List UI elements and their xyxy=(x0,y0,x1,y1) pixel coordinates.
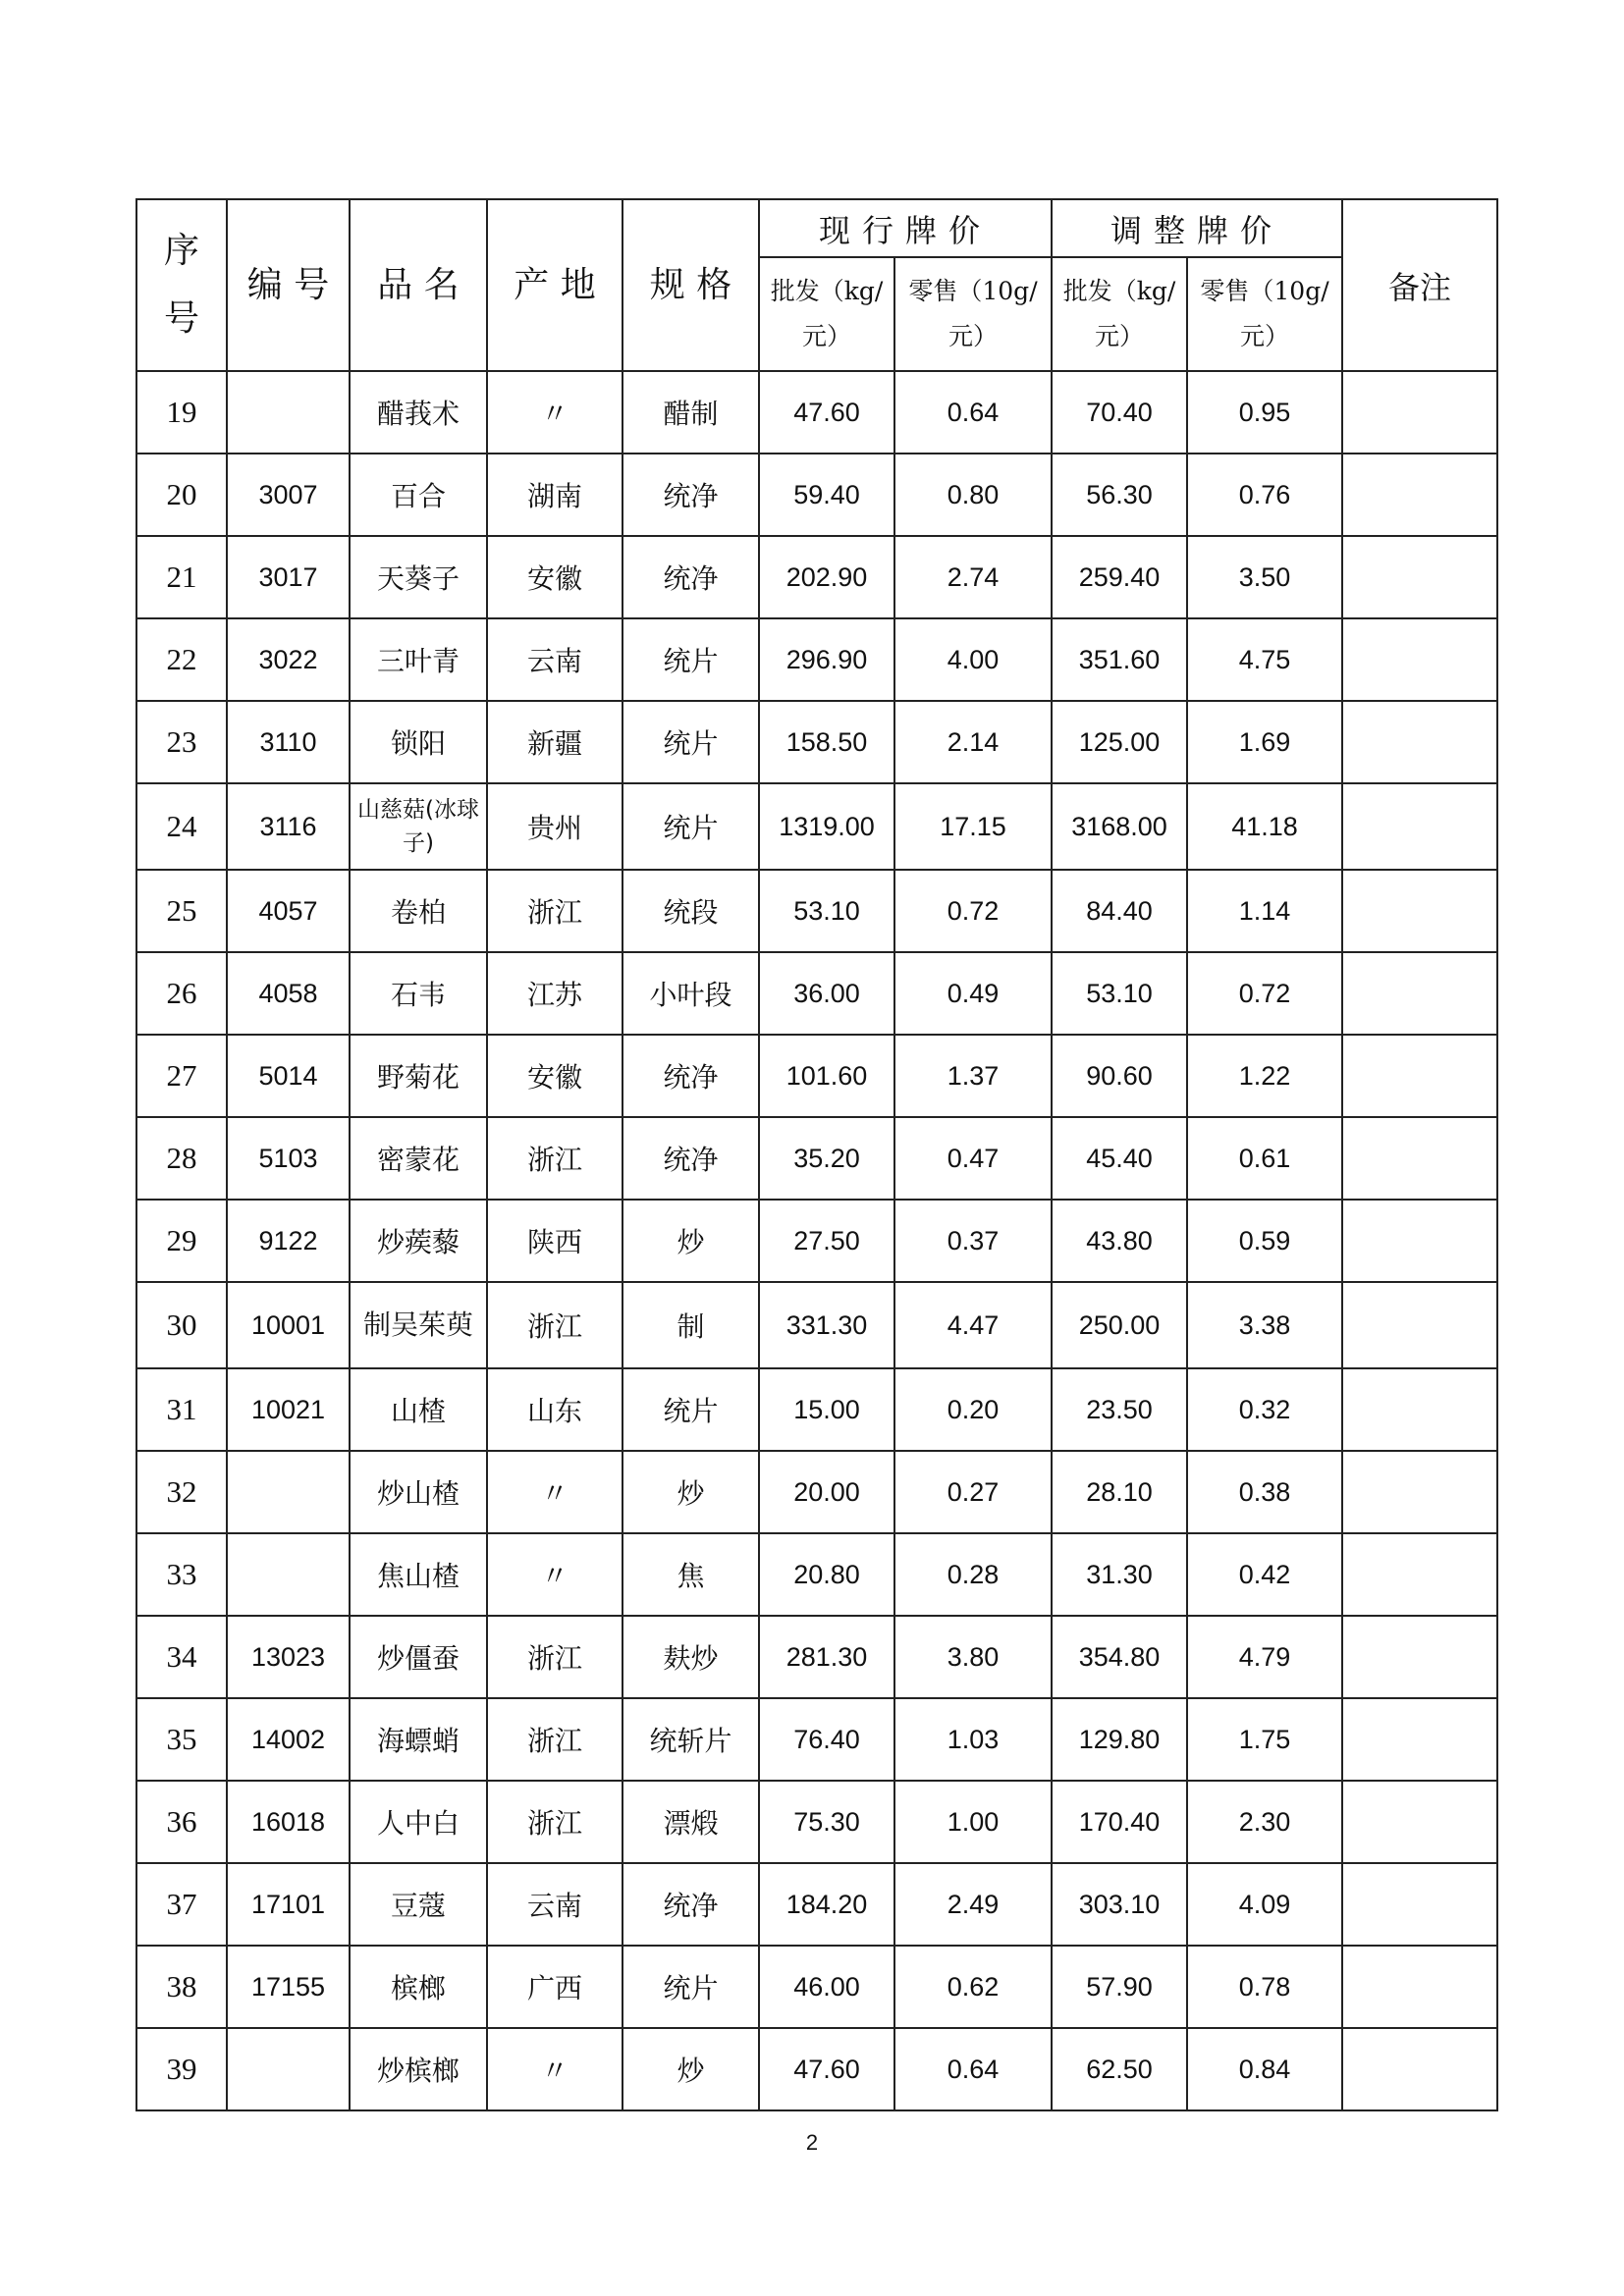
cell-adjusted-retail: 0.78 xyxy=(1187,1946,1342,2028)
cell-current-retail: 4.47 xyxy=(894,1282,1052,1368)
cell-spec: 统净 xyxy=(623,536,759,618)
cell-origin: 山东 xyxy=(487,1368,623,1451)
cell-seq: 39 xyxy=(136,2028,227,2110)
cell-origin: 广西 xyxy=(487,1946,623,2028)
header-spec: 规 格 xyxy=(623,199,759,371)
cell-current-retail: 0.64 xyxy=(894,2028,1052,2110)
cell-adjusted-wholesale: 70.40 xyxy=(1052,371,1187,454)
header-name: 品 名 xyxy=(350,199,487,371)
cell-spec: 统净 xyxy=(623,1863,759,1946)
cell-current-wholesale: 1319.00 xyxy=(759,783,894,870)
cell-current-wholesale: 47.60 xyxy=(759,371,894,454)
cell-code xyxy=(227,1533,350,1616)
cell-spec: 制 xyxy=(623,1282,759,1368)
cell-adjusted-wholesale: 84.40 xyxy=(1052,870,1187,952)
cell-adjusted-wholesale: 351.60 xyxy=(1052,618,1187,701)
cell-seq: 19 xyxy=(136,371,227,454)
cell-adjusted-retail: 41.18 xyxy=(1187,783,1342,870)
cell-name: 百合 xyxy=(350,454,487,536)
cell-seq: 27 xyxy=(136,1035,227,1117)
cell-code: 4058 xyxy=(227,952,350,1035)
cell-current-wholesale: 76.40 xyxy=(759,1698,894,1781)
cell-origin: 云南 xyxy=(487,618,623,701)
cell-origin: 贵州 xyxy=(487,783,623,870)
price-table xyxy=(135,198,1498,2111)
cell-adjusted-wholesale: 28.10 xyxy=(1052,1451,1187,1533)
cell-origin: 〃 xyxy=(487,1533,623,1616)
cell-current-wholesale: 184.20 xyxy=(759,1863,894,1946)
cell-code xyxy=(227,371,350,454)
table-row xyxy=(136,783,1497,870)
cell-current-retail: 0.28 xyxy=(894,1533,1052,1616)
cell-adjusted-wholesale: 43.80 xyxy=(1052,1200,1187,1282)
cell-current-wholesale: 101.60 xyxy=(759,1035,894,1117)
cell-adjusted-retail: 0.61 xyxy=(1187,1117,1342,1200)
table-row xyxy=(136,1451,1497,1533)
cell-current-wholesale: 158.50 xyxy=(759,701,894,783)
cell-adjusted-retail: 0.59 xyxy=(1187,1200,1342,1282)
cell-adjusted-retail: 4.75 xyxy=(1187,618,1342,701)
cell-note xyxy=(1342,536,1497,618)
cell-adjusted-retail: 0.84 xyxy=(1187,2028,1342,2110)
cell-code: 14002 xyxy=(227,1698,350,1781)
cell-spec: 统片 xyxy=(623,618,759,701)
cell-adjusted-retail: 0.42 xyxy=(1187,1533,1342,1616)
table-row xyxy=(136,1616,1497,1698)
cell-spec: 统段 xyxy=(623,870,759,952)
table-row xyxy=(136,1282,1497,1368)
header-note: 备注 xyxy=(1342,199,1497,371)
cell-current-retail: 3.80 xyxy=(894,1616,1052,1698)
cell-current-retail: 0.47 xyxy=(894,1117,1052,1200)
price-table-body xyxy=(136,371,1497,2110)
cell-seq: 21 xyxy=(136,536,227,618)
cell-name: 人中白 xyxy=(350,1781,487,1863)
cell-name: 山慈菇(冰球子) xyxy=(350,783,487,870)
cell-name: 豆蔻 xyxy=(350,1863,487,1946)
cell-current-wholesale: 27.50 xyxy=(759,1200,894,1282)
cell-origin: 江苏 xyxy=(487,952,623,1035)
cell-origin: 安徽 xyxy=(487,1035,623,1117)
cell-spec: 炒 xyxy=(623,1451,759,1533)
cell-seq: 31 xyxy=(136,1368,227,1451)
cell-seq: 28 xyxy=(136,1117,227,1200)
cell-note xyxy=(1342,2028,1497,2110)
header-origin: 产 地 xyxy=(487,199,623,371)
cell-origin: 浙江 xyxy=(487,1282,623,1368)
cell-note xyxy=(1342,870,1497,952)
header-row-top xyxy=(136,199,1497,257)
cell-seq: 35 xyxy=(136,1698,227,1781)
cell-note xyxy=(1342,1781,1497,1863)
cell-adjusted-wholesale: 170.40 xyxy=(1052,1781,1187,1863)
cell-current-retail: 0.27 xyxy=(894,1451,1052,1533)
cell-spec: 统净 xyxy=(623,454,759,536)
cell-name: 天葵子 xyxy=(350,536,487,618)
cell-seq: 30 xyxy=(136,1282,227,1368)
cell-adjusted-retail: 1.69 xyxy=(1187,701,1342,783)
cell-current-retail: 0.72 xyxy=(894,870,1052,952)
page-number: 2 xyxy=(805,2130,819,2155)
cell-adjusted-retail: 4.09 xyxy=(1187,1863,1342,1946)
header-code: 编 号 xyxy=(227,199,350,371)
cell-seq: 20 xyxy=(136,454,227,536)
cell-code: 16018 xyxy=(227,1781,350,1863)
cell-spec: 麸炒 xyxy=(623,1616,759,1698)
cell-spec: 统斩片 xyxy=(623,1698,759,1781)
cell-code: 9122 xyxy=(227,1200,350,1282)
cell-seq: 24 xyxy=(136,783,227,870)
cell-note xyxy=(1342,783,1497,870)
cell-seq: 23 xyxy=(136,701,227,783)
cell-name: 醋莪术 xyxy=(350,371,487,454)
cell-adjusted-wholesale: 23.50 xyxy=(1052,1368,1187,1451)
cell-spec: 统片 xyxy=(623,783,759,870)
cell-current-retail: 0.49 xyxy=(894,952,1052,1035)
cell-code xyxy=(227,2028,350,2110)
cell-current-wholesale: 15.00 xyxy=(759,1368,894,1451)
cell-note xyxy=(1342,1451,1497,1533)
cell-current-retail: 2.74 xyxy=(894,536,1052,618)
cell-adjusted-wholesale: 259.40 xyxy=(1052,536,1187,618)
table-row xyxy=(136,701,1497,783)
cell-name: 制吴茱萸 xyxy=(350,1282,487,1368)
cell-spec: 统净 xyxy=(623,1117,759,1200)
cell-seq: 22 xyxy=(136,618,227,701)
cell-name: 山楂 xyxy=(350,1368,487,1451)
header-current-price: 现行牌价 xyxy=(759,199,1052,257)
cell-name: 密蒙花 xyxy=(350,1117,487,1200)
cell-seq: 32 xyxy=(136,1451,227,1533)
cell-adjusted-retail: 0.76 xyxy=(1187,454,1342,536)
cell-note xyxy=(1342,1117,1497,1200)
cell-current-wholesale: 281.30 xyxy=(759,1616,894,1698)
cell-adjusted-retail: 0.95 xyxy=(1187,371,1342,454)
cell-name: 炒槟榔 xyxy=(350,2028,487,2110)
table-row xyxy=(136,454,1497,536)
cell-code xyxy=(227,1451,350,1533)
cell-adjusted-wholesale: 31.30 xyxy=(1052,1533,1187,1616)
table-row xyxy=(136,1698,1497,1781)
cell-current-retail: 1.37 xyxy=(894,1035,1052,1117)
cell-code: 3007 xyxy=(227,454,350,536)
cell-spec: 炒 xyxy=(623,1200,759,1282)
header-current-wholesale: 批发（kg/元） xyxy=(759,257,894,371)
cell-code: 3017 xyxy=(227,536,350,618)
cell-current-wholesale: 53.10 xyxy=(759,870,894,952)
cell-current-wholesale: 47.60 xyxy=(759,2028,894,2110)
cell-origin: 浙江 xyxy=(487,1117,623,1200)
cell-adjusted-retail: 0.72 xyxy=(1187,952,1342,1035)
cell-current-wholesale: 331.30 xyxy=(759,1282,894,1368)
cell-current-retail: 17.15 xyxy=(894,783,1052,870)
cell-adjusted-retail: 1.75 xyxy=(1187,1698,1342,1781)
cell-origin: 浙江 xyxy=(487,1616,623,1698)
cell-spec: 统片 xyxy=(623,701,759,783)
table-row xyxy=(136,870,1497,952)
cell-origin: 云南 xyxy=(487,1863,623,1946)
cell-code: 10001 xyxy=(227,1282,350,1368)
cell-name: 槟榔 xyxy=(350,1946,487,2028)
table-row xyxy=(136,2028,1497,2110)
cell-adjusted-retail: 1.22 xyxy=(1187,1035,1342,1117)
cell-seq: 34 xyxy=(136,1616,227,1698)
cell-spec: 醋制 xyxy=(623,371,759,454)
cell-current-wholesale: 20.00 xyxy=(759,1451,894,1533)
cell-name: 海螵蛸 xyxy=(350,1698,487,1781)
cell-adjusted-retail: 3.50 xyxy=(1187,536,1342,618)
cell-current-retail: 2.49 xyxy=(894,1863,1052,1946)
table-row xyxy=(136,1117,1497,1200)
cell-current-wholesale: 59.40 xyxy=(759,454,894,536)
cell-note xyxy=(1342,701,1497,783)
table-row xyxy=(136,1863,1497,1946)
cell-name: 锁阳 xyxy=(350,701,487,783)
cell-seq: 33 xyxy=(136,1533,227,1616)
cell-current-retail: 2.14 xyxy=(894,701,1052,783)
header-adjusted-retail: 零售（10g/元） xyxy=(1187,257,1342,371)
cell-note xyxy=(1342,1533,1497,1616)
cell-spec: 炒 xyxy=(623,2028,759,2110)
cell-code: 17101 xyxy=(227,1863,350,1946)
cell-code: 5103 xyxy=(227,1117,350,1200)
cell-note xyxy=(1342,1368,1497,1451)
cell-adjusted-wholesale: 57.90 xyxy=(1052,1946,1187,2028)
cell-name: 三叶青 xyxy=(350,618,487,701)
cell-adjusted-retail: 2.30 xyxy=(1187,1781,1342,1863)
cell-origin: 浙江 xyxy=(487,870,623,952)
cell-current-wholesale: 202.90 xyxy=(759,536,894,618)
table-row xyxy=(136,1368,1497,1451)
header-adjusted-wholesale: 批发（kg/元） xyxy=(1052,257,1187,371)
cell-adjusted-retail: 0.38 xyxy=(1187,1451,1342,1533)
cell-current-retail: 4.00 xyxy=(894,618,1052,701)
table-row xyxy=(136,952,1497,1035)
cell-seq: 26 xyxy=(136,952,227,1035)
cell-current-wholesale: 35.20 xyxy=(759,1117,894,1200)
cell-adjusted-wholesale: 56.30 xyxy=(1052,454,1187,536)
table-row xyxy=(136,1533,1497,1616)
cell-origin: 〃 xyxy=(487,371,623,454)
cell-code: 13023 xyxy=(227,1616,350,1698)
cell-current-retail: 0.20 xyxy=(894,1368,1052,1451)
table-row xyxy=(136,371,1497,454)
cell-adjusted-wholesale: 90.60 xyxy=(1052,1035,1187,1117)
cell-note xyxy=(1342,1200,1497,1282)
table-row xyxy=(136,1781,1497,1863)
cell-seq: 25 xyxy=(136,870,227,952)
cell-spec: 小叶段 xyxy=(623,952,759,1035)
cell-adjusted-retail: 1.14 xyxy=(1187,870,1342,952)
cell-spec: 统片 xyxy=(623,1368,759,1451)
cell-note xyxy=(1342,1282,1497,1368)
table-row xyxy=(136,536,1497,618)
cell-name: 野菊花 xyxy=(350,1035,487,1117)
table-row xyxy=(136,1200,1497,1282)
cell-note xyxy=(1342,618,1497,701)
cell-spec: 焦 xyxy=(623,1533,759,1616)
cell-spec: 漂煅 xyxy=(623,1781,759,1863)
cell-origin: 〃 xyxy=(487,1451,623,1533)
cell-spec: 统片 xyxy=(623,1946,759,2028)
cell-note xyxy=(1342,1863,1497,1946)
cell-adjusted-wholesale: 129.80 xyxy=(1052,1698,1187,1781)
cell-origin: 安徽 xyxy=(487,536,623,618)
cell-note xyxy=(1342,1616,1497,1698)
cell-name: 炒僵蚕 xyxy=(350,1616,487,1698)
cell-current-wholesale: 46.00 xyxy=(759,1946,894,2028)
cell-note xyxy=(1342,371,1497,454)
cell-adjusted-wholesale: 45.40 xyxy=(1052,1117,1187,1200)
cell-origin: 〃 xyxy=(487,2028,623,2110)
cell-name: 石韦 xyxy=(350,952,487,1035)
cell-origin: 陕西 xyxy=(487,1200,623,1282)
cell-current-retail: 0.62 xyxy=(894,1946,1052,2028)
cell-seq: 36 xyxy=(136,1781,227,1863)
cell-code: 3022 xyxy=(227,618,350,701)
header-adjusted-price: 调整牌价 xyxy=(1052,199,1342,257)
cell-spec: 统净 xyxy=(623,1035,759,1117)
cell-name: 炒山楂 xyxy=(350,1451,487,1533)
cell-current-retail: 0.80 xyxy=(894,454,1052,536)
cell-note xyxy=(1342,1698,1497,1781)
cell-current-retail: 0.64 xyxy=(894,371,1052,454)
cell-name: 炒蒺藜 xyxy=(350,1200,487,1282)
cell-name: 卷柏 xyxy=(350,870,487,952)
cell-note xyxy=(1342,1946,1497,2028)
cell-seq: 29 xyxy=(136,1200,227,1282)
table-row xyxy=(136,1035,1497,1117)
cell-adjusted-retail: 0.32 xyxy=(1187,1368,1342,1451)
cell-adjusted-wholesale: 3168.00 xyxy=(1052,783,1187,870)
cell-current-wholesale: 20.80 xyxy=(759,1533,894,1616)
header-seq: 序号 xyxy=(136,199,227,371)
cell-current-wholesale: 75.30 xyxy=(759,1781,894,1863)
cell-code: 17155 xyxy=(227,1946,350,2028)
cell-origin: 新疆 xyxy=(487,701,623,783)
cell-adjusted-wholesale: 53.10 xyxy=(1052,952,1187,1035)
cell-note xyxy=(1342,454,1497,536)
cell-current-wholesale: 36.00 xyxy=(759,952,894,1035)
cell-adjusted-wholesale: 303.10 xyxy=(1052,1863,1187,1946)
cell-code: 10021 xyxy=(227,1368,350,1451)
cell-current-wholesale: 296.90 xyxy=(759,618,894,701)
table-row xyxy=(136,1946,1497,2028)
cell-adjusted-retail: 4.79 xyxy=(1187,1616,1342,1698)
cell-adjusted-wholesale: 250.00 xyxy=(1052,1282,1187,1368)
table-row xyxy=(136,618,1497,701)
cell-current-retail: 1.03 xyxy=(894,1698,1052,1781)
header-current-retail: 零售（10g/元） xyxy=(894,257,1052,371)
cell-adjusted-wholesale: 62.50 xyxy=(1052,2028,1187,2110)
cell-seq: 37 xyxy=(136,1863,227,1946)
cell-code: 5014 xyxy=(227,1035,350,1117)
cell-code: 3110 xyxy=(227,701,350,783)
cell-note xyxy=(1342,952,1497,1035)
cell-adjusted-wholesale: 125.00 xyxy=(1052,701,1187,783)
cell-note xyxy=(1342,1035,1497,1117)
cell-origin: 浙江 xyxy=(487,1698,623,1781)
cell-adjusted-wholesale: 354.80 xyxy=(1052,1616,1187,1698)
cell-current-retail: 1.00 xyxy=(894,1781,1052,1863)
cell-code: 4057 xyxy=(227,870,350,952)
cell-adjusted-retail: 3.38 xyxy=(1187,1282,1342,1368)
cell-seq: 38 xyxy=(136,1946,227,2028)
cell-origin: 湖南 xyxy=(487,454,623,536)
cell-origin: 浙江 xyxy=(487,1781,623,1863)
cell-current-retail: 0.37 xyxy=(894,1200,1052,1282)
cell-name: 焦山楂 xyxy=(350,1533,487,1616)
cell-code: 3116 xyxy=(227,783,350,870)
